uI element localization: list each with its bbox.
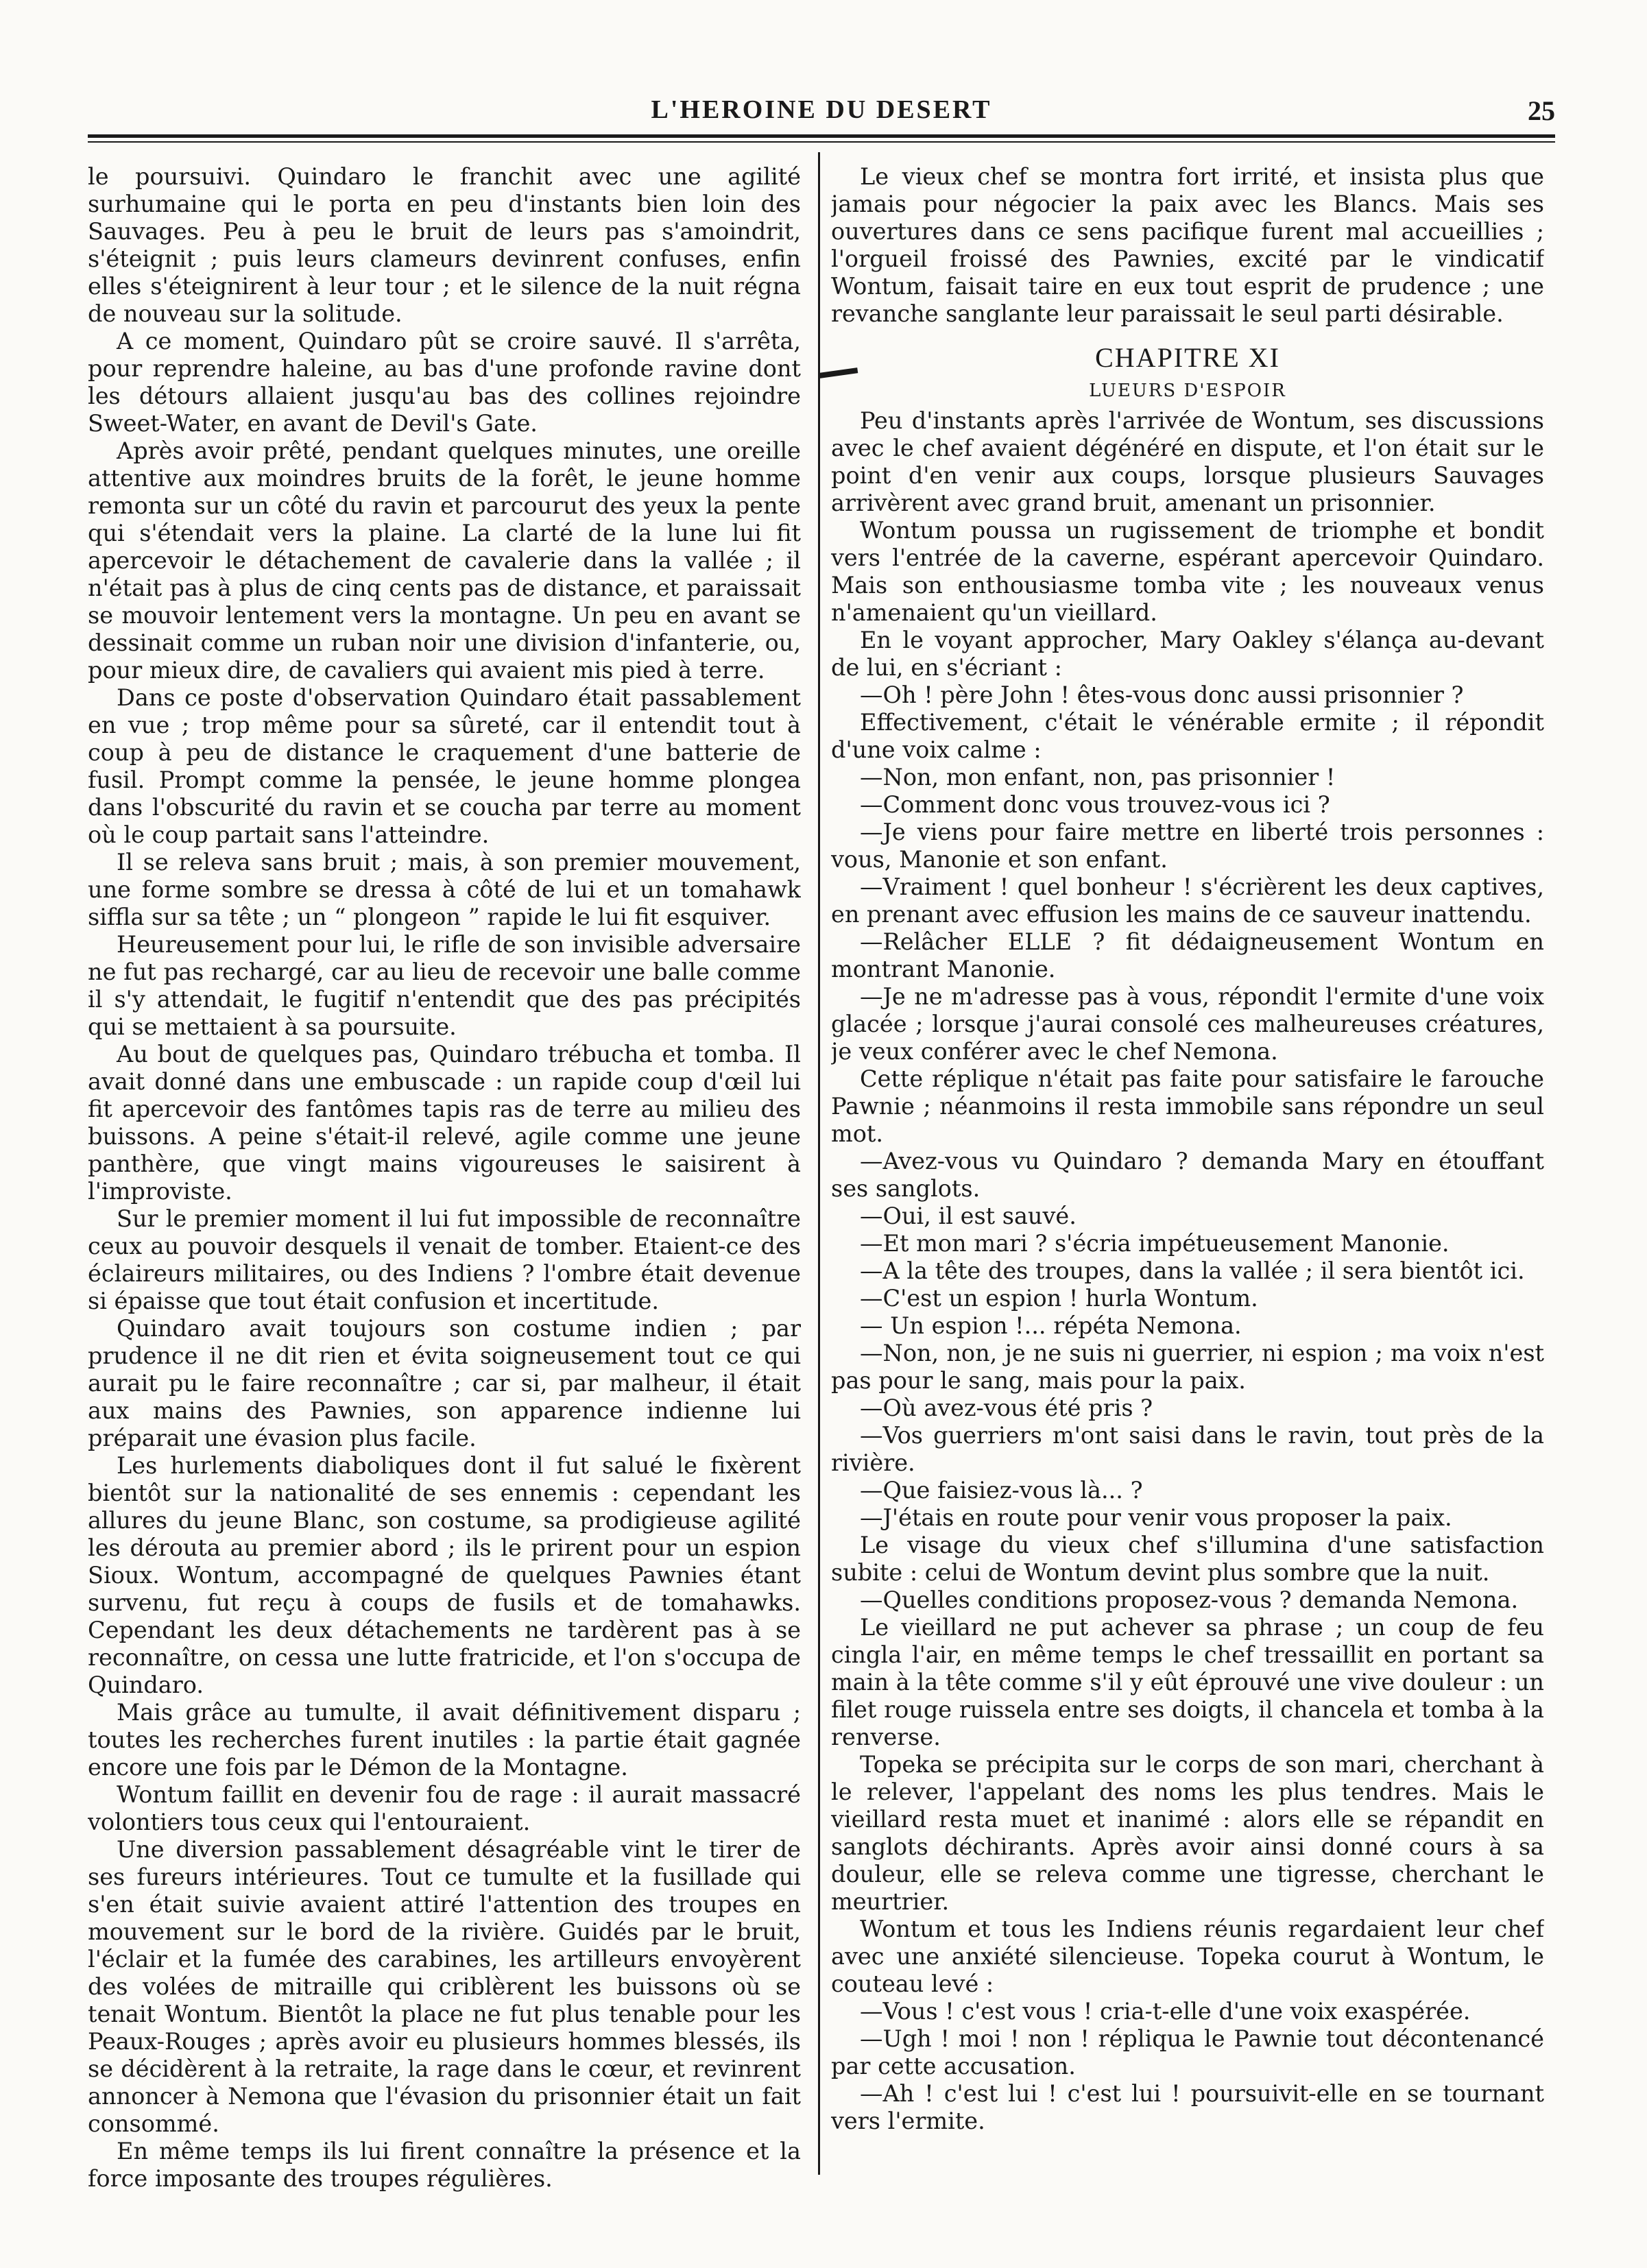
paragraph: Les hurlements diaboliques dont il fut salué le fixèrent bientôt sur la nationalité de ses ennemis : cependant les allures du jeune Blanc, son costume, sa prodigieuse agilité les dérouta au premier abord ; ils le prirent pour un espion Sioux. Wontum, accompagné de quelques Pawnies étant survenu, fut reçu à coups de fusils et de tomahawks. Cependant les deux détachements ne tardèrent pas à se reconnaître, on cessa une lutte fratricide, et l'on s'occupa de Quindaro. <box>88 1452 801 1698</box>
paragraph: Effectivement, c'était le vénérable ermite ; il répondit d'une voix calme : <box>831 709 1544 763</box>
dialogue-line: —Avez-vous vu Quindaro ? demanda Mary en étouffant ses sanglots. <box>831 1148 1544 1202</box>
paragraph: Wontum poussa un rugissement de triomphe et bondit vers l'entrée de la caverne, espérant apercevoir Quindaro. Mais son enthousiasme tomba vite ; les nouveaux venus n'amenaient qu'un vieillard. <box>831 517 1544 626</box>
chapter-title: CHAPITRE XI <box>1095 342 1280 373</box>
dialogue-line: —A la tête des troupes, dans la vallée ; il sera bientôt ici. <box>860 1257 1525 1284</box>
chapter-subtitle: LUEURS D'ESPOIR <box>1089 381 1286 401</box>
paragraph: Le visage du vieux chef s'illumina d'une satisfaction subite : celui de Wontum devint plus sombre que la nuit. <box>831 1532 1544 1586</box>
running-title: L'HEROINE DU DESERT <box>651 95 992 124</box>
paragraph: Heureusement pour lui, le rifle de son invisible adversaire ne fut pas rechargé, car au lieu de recevoir une balle comme il s'y attendait, le fugitif n'entendit que des pas précipités qui se mettaient à sa poursuite. <box>88 931 801 1040</box>
page-number: 25 <box>1528 95 1555 126</box>
paragraph: Il se releva sans bruit ; mais, à son premier mouvement, une forme sombre se dressa à côté de lui et un tomahawk siffla sur sa tête ; un “ plongeon ” rapide le lui fit esquiver. <box>88 849 801 930</box>
paragraph: Dans ce poste d'observation Quindaro était passablement en vue ; trop même pour sa sûreté, car il entendit tout à coup à peu de distance le craquement d'une batterie de fusil. Prompt comme la pensée, le jeune homme plongea dans l'obscurité du ravin et se coucha par terre au moment où le coup partait sans l'atteindre. <box>88 684 801 848</box>
dialogue-line: —Vraiment ! quel bonheur ! s'écrièrent les deux captives, en prenant avec effusion les mains de ce sauveur inattendu. <box>831 873 1544 928</box>
dialogue-line: —C'est un espion ! hurla Wontum. <box>860 1285 1258 1312</box>
paragraph: Le vieux chef se montra fort irrité, et insista plus que jamais pour négocier la paix avec les Blancs. Mais ses ouvertures dans ce sens pacifique furent mal accueillies ; l'orgueil froissé des Pawnies, excité par le vindicatif Wontum, faisait taire en eux tout esprit de prudence ; une revanche sanglante leur paraissait le seul parti désirable. <box>831 163 1544 327</box>
dialogue-line: —J'étais en route pour venir vous proposer la paix. <box>860 1504 1452 1531</box>
dialogue-line: —Et mon mari ? s'écria impétueusement Manonie. <box>860 1230 1450 1257</box>
page-header <box>88 89 1555 137</box>
dialogue-line: —Que faisiez-vous là... ? <box>860 1477 1143 1504</box>
paragraph: Sur le premier moment il lui fut impossible de reconnaître ceux au pouvoir desquels il venait de tomber. Etaient-ce des éclaireurs militaires, ou des Indiens ? l'ombre était devenue si épaisse que tout était confusion et incertitude. <box>88 1205 801 1314</box>
header-rule-thin <box>88 141 1555 143</box>
paragraph: A ce moment, Quindaro pût se croire sauvé. Il s'arrêta, pour reprendre haleine, au bas d'une profonde ravine dont les détours allaient jusqu'au bas des collines rejoindre Sweet-Water, en avant de Devil's Gate. <box>88 328 801 437</box>
paragraph: Wontum et tous les Indiens réunis regardaient leur chef avec une anxiété silencieuse. Topeka courut à Wontum, le couteau levé : <box>831 1916 1544 1997</box>
paragraph: Après avoir prêté, pendant quelques minutes, une oreille attentive aux moindres bruits de la forêt, le jeune homme remonta sur un côté du ravin et parcourut des yeux la pente qui s'étendait vers la plaine. La clarté de la lune lui fit apercevoir le détachement de cavalerie dans la vallée ; il n'était pas à plus de cinq cents pas de distance, et paraissait se mouvoir lentement vers la montagne. Un peu en avant se dessinait comme un ruban noir une division d'infanterie, ou, pour mieux dire, de cavaliers qui avaient mis pied à terre. <box>88 437 801 684</box>
dialogue-line: —Je viens pour faire mettre en liberté trois personnes : vous, Manonie et son enfant. <box>831 819 1544 873</box>
paragraph: En le voyant approcher, Mary Oakley s'élança au-devant de lui, en s'écriant : <box>831 627 1544 681</box>
dialogue-line: —Non, mon enfant, non, pas prisonnier ! <box>860 764 1336 791</box>
dialogue-line: —Non, non, je ne suis ni guerrier, ni espion ; ma voix n'est pas pour le sang, mais pour la paix. <box>831 1340 1544 1394</box>
paragraph: Topeka se précipita sur le corps de son mari, cherchant à le relever, l'appelant des noms les plus tendres. Mais le vieillard resta muet et inanimé : alors elle se répandit en sanglots déchirants. Après avoir ainsi donné cours à sa douleur, elle se releva comme une tigresse, cherchant le meurtrier. <box>831 1751 1544 1915</box>
dialogue-line: —Oui, il est sauvé. <box>860 1203 1077 1229</box>
dialogue-line: —Vous ! c'est vous ! cria-t-elle d'une voix exaspérée. <box>860 1998 1471 2025</box>
header-rule-thick <box>88 134 1555 138</box>
paragraph: Quindaro avait toujours son costume indien ; par prudence il ne dit rien et évita soigneusement tout ce qui aurait pu le faire reconnaître ; car si, par malheur, il était aux mains des Pawnies, son apparence indienne lui préparait une évasion plus facile. <box>88 1315 801 1451</box>
left-column <box>88 163 801 2213</box>
column-divider <box>818 152 820 2175</box>
dialogue-line: —Ah ! c'est lui ! c'est lui ! poursuivit-elle en se tournant vers l'ermite. <box>831 2080 1544 2134</box>
right-column <box>831 163 1544 2213</box>
paragraph: Cette réplique n'était pas faite pour satisfaire le farouche Pawnie ; néanmoins il resta immobile sans répondre un seul mot. <box>831 1065 1544 1147</box>
dialogue-line: —Quelles conditions proposez-vous ? demanda Nemona. <box>860 1587 1519 1613</box>
paragraph: le poursuivi. Quindaro le franchit avec une agilité surhumaine qui le porta en peu d'instants bien loin des Sauvages. Peu à peu le bruit de leurs pas s'amoindrit, s'éteignit ; puis leurs clameurs devinrent confuses, enfin elles s'éteignirent à leur tour ; et le silence de la nuit régna de nouveau sur la solitude. <box>88 163 801 327</box>
dialogue-line: — Un espion !... répéta Nemona. <box>860 1312 1242 1339</box>
paragraph: En même temps ils lui firent connaître la présence et la force imposante des troupes régulières. <box>88 2138 801 2192</box>
dialogue-line: —Ugh ! moi ! non ! répliqua le Pawnie tout décontenancé par cette accusation. <box>831 2025 1544 2079</box>
paragraph: Peu d'instants après l'arrivée de Wontum, ses discussions avec le chef avaient dégénéré en dispute, et l'on était sur le point d'en venir aux coups, lorsque plusieurs Sauvages arrivèrent avec grand bruit, amenant un prisonnier. <box>831 407 1544 516</box>
paragraph: Une diversion passablement désagréable vint le tirer de ses fureurs intérieures. Tout ce tumulte et la fusillade qui s'en était suivie avaient attiré l'attention des troupes en mouvement sur le bord de la rivière. Guidés par le bruit, l'éclair et la fumée des carabines, les artilleurs envoyèrent des volées de mitraille qui criblèrent les buissons où se tenait Wontum. Bientôt la place ne fut plus tenable pour les Peaux-Rouges ; après avoir eu plusieurs hommes blessés, ils se décidèrent à la retraite, la rage dans le cœur, et revinrent annoncer à Nemona que l'évasion du prisonnier était un fait consommé. <box>88 1836 801 2137</box>
paragraph: Mais grâce au tumulte, il avait définitivement disparu ; toutes les recherches furent inutiles : la partie était gagnée encore une fois par le Démon de la Montagne. <box>88 1699 801 1781</box>
paragraph: Au bout de quelques pas, Quindaro trébucha et tomba. Il avait donné dans une embuscade : un rapide coup d'œil lui fit apercevoir des fantômes tapis ras de terre au milieu des buissons. A peine s'était-il relevé, agile comme une jeune panthère, que vingt mains vigoureuses le saisirent à l'improviste. <box>88 1041 801 1205</box>
paragraph: Wontum faillit en devenir fou de rage : il aurait massacré volontiers tous ceux qui l'entouraient. <box>88 1781 801 1835</box>
dialogue-line: —Relâcher ELLE ? fit dédaigneusement Wontum en montrant Manonie. <box>831 928 1544 982</box>
dialogue-line: —Comment donc vous trouvez-vous ici ? <box>860 791 1330 818</box>
dialogue-line: —Oh ! père John ! êtes-vous donc aussi prisonnier ? <box>860 681 1464 708</box>
dialogue-line: —Je ne m'adresse pas à vous, répondit l'ermite d'une voix glacée ; lorsque j'aurai consolé ces malheureuses créatures, je veux conférer avec le chef Nemona. <box>831 983 1544 1065</box>
dialogue-line: —Vos guerriers m'ont saisi dans le ravin, tout près de la rivière. <box>831 1422 1544 1476</box>
dialogue-line: —Où avez-vous été pris ? <box>860 1395 1153 1421</box>
paragraph: Le vieillard ne put achever sa phrase ; un coup de feu cingla l'air, en même temps le chef tressaillit en portant sa main à la tête comme s'il y eût éprouvé une vive douleur : un filet rouge ruissela entre ses doigts, il chancela et tomba à la renverse. <box>831 1614 1544 1750</box>
